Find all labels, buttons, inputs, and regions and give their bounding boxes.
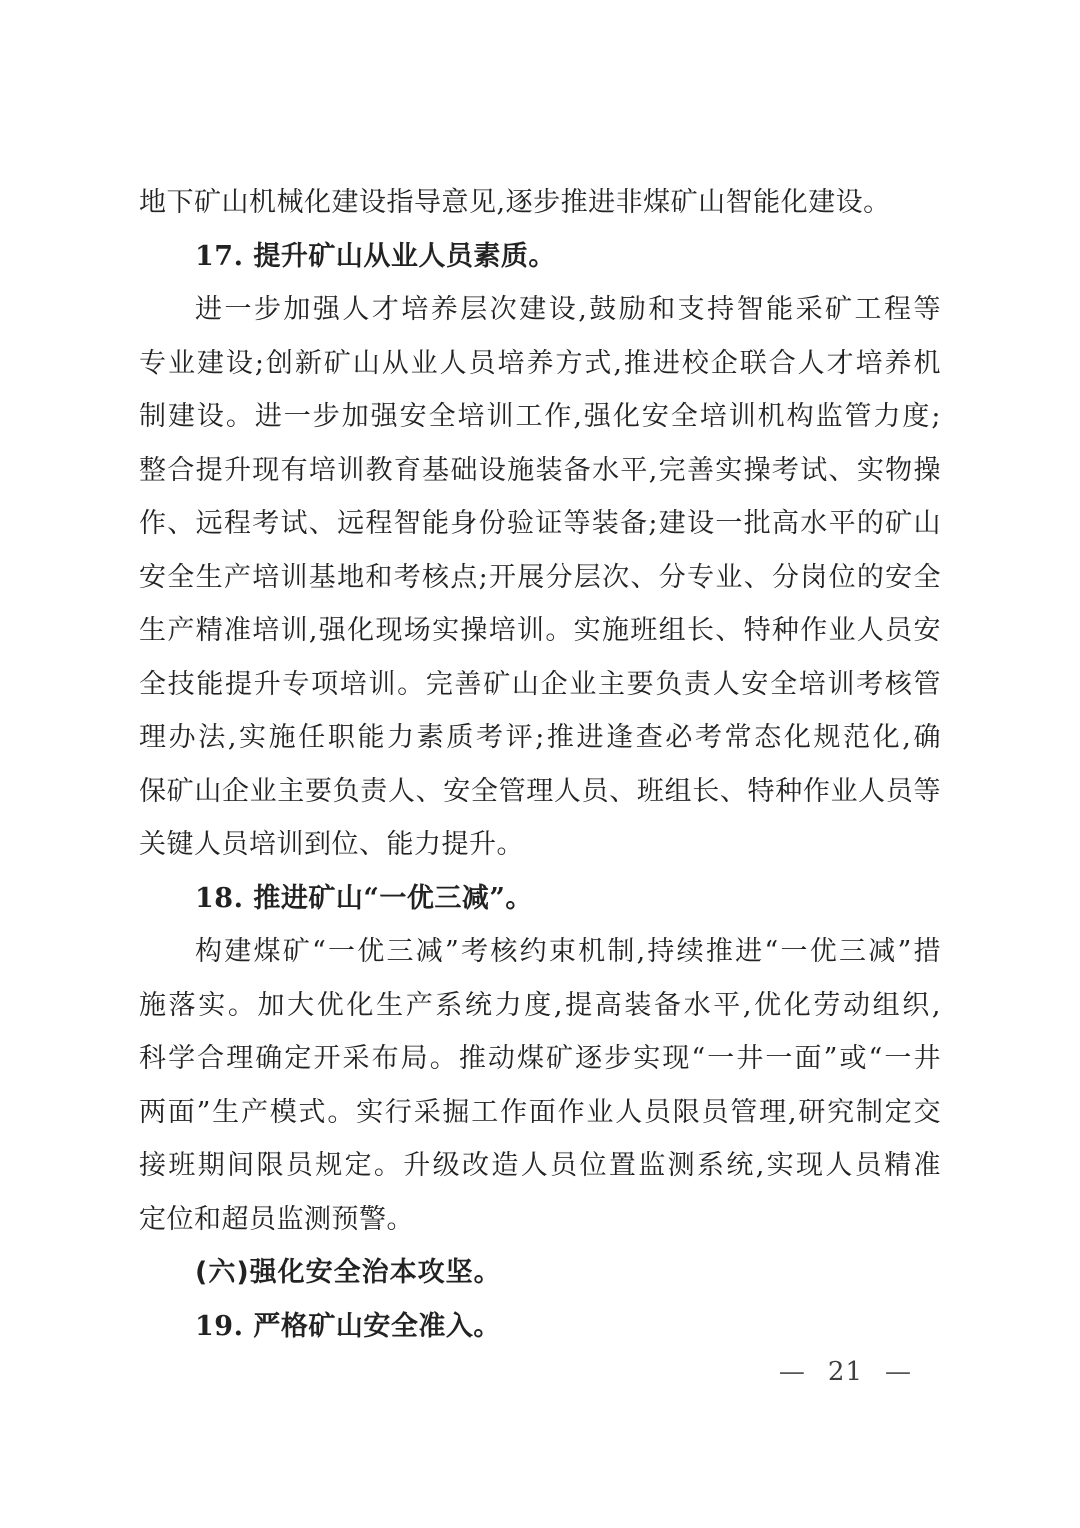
text-line-7: 作、远程考试、远程智能身份验证等装备;建设一批高水平的矿山 xyxy=(139,508,941,539)
footer-right-dash: — xyxy=(885,1357,912,1387)
text-line-4: 专业建设;创新矿山从业人员培养方式,推进校企联合人才培养机 xyxy=(139,347,941,379)
text-line-15: 构建煤矿“一优三减”考核约束机制,持续推进“一优三减”措 xyxy=(195,936,941,967)
footer-left-dash: — xyxy=(778,1357,806,1387)
text-line-9: 生产精准培训,强化现场实操培训。实施班组长、特种作业人员安 xyxy=(139,615,941,646)
text-line-6: 整合提升现有培训教育基础设施装备水平,完善实操考试、实物操 xyxy=(139,454,941,486)
text-line-17: 科学合理确定开采布局。推动煤矿逐步实现“一井一面”或“一井 xyxy=(139,1043,941,1074)
text-line-8: 安全生产培训基地和考核点;开展分层次、分专业、分岗位的安全 xyxy=(139,561,941,593)
text-line-10: 全技能提升专项培训。完善矿山企业主要负责人安全培训考核管 xyxy=(139,668,941,700)
text-line-5: 制建设。进一步加强安全培训工作,强化安全培训机构监管力度; xyxy=(139,401,941,432)
text-line-19: 接班期间限员规定。升级改造人员位置监测系统,实现人员精准 xyxy=(139,1150,941,1181)
document-body xyxy=(139,176,941,1353)
text-line-3: 进一步加强人才培养层次建设,鼓励和支持智能采矿工程等 xyxy=(195,294,941,325)
page-number: 21 xyxy=(827,1357,863,1387)
text-line-22: 19. 严格矿山安全准入。 xyxy=(195,1310,501,1342)
text-line-21: (六)强化安全治本攻坚。 xyxy=(195,1257,502,1288)
text-line-14: 18. 推进矿山“一优三减”。 xyxy=(195,882,533,914)
text-line-12: 保矿山企业主要负责人、安全管理人员、班组长、特种作业人员等 xyxy=(139,775,941,807)
text-line-11: 理办法,实施任职能力素质考评;推进逢查必考常态化规范化,确 xyxy=(139,722,941,753)
text-line-2: 17. 提升矿山从业人员素质。 xyxy=(195,240,556,272)
text-line-1: 地下矿山机械化建设指导意见,逐步推进非煤矿山智能化建设。 xyxy=(139,187,891,218)
text-line-18: 两面”生产模式。实行采掘工作面作业人员限员管理,研究制定交 xyxy=(139,1096,941,1128)
text-line-16: 施落实。加大优化生产系统力度,提高装备水平,优化劳动组织, xyxy=(139,989,941,1021)
text-line-20: 定位和超员监测预警。 xyxy=(139,1203,414,1235)
text-line-13: 关键人员培训到位、能力提升。 xyxy=(139,829,524,860)
page-footer xyxy=(779,1356,912,1388)
